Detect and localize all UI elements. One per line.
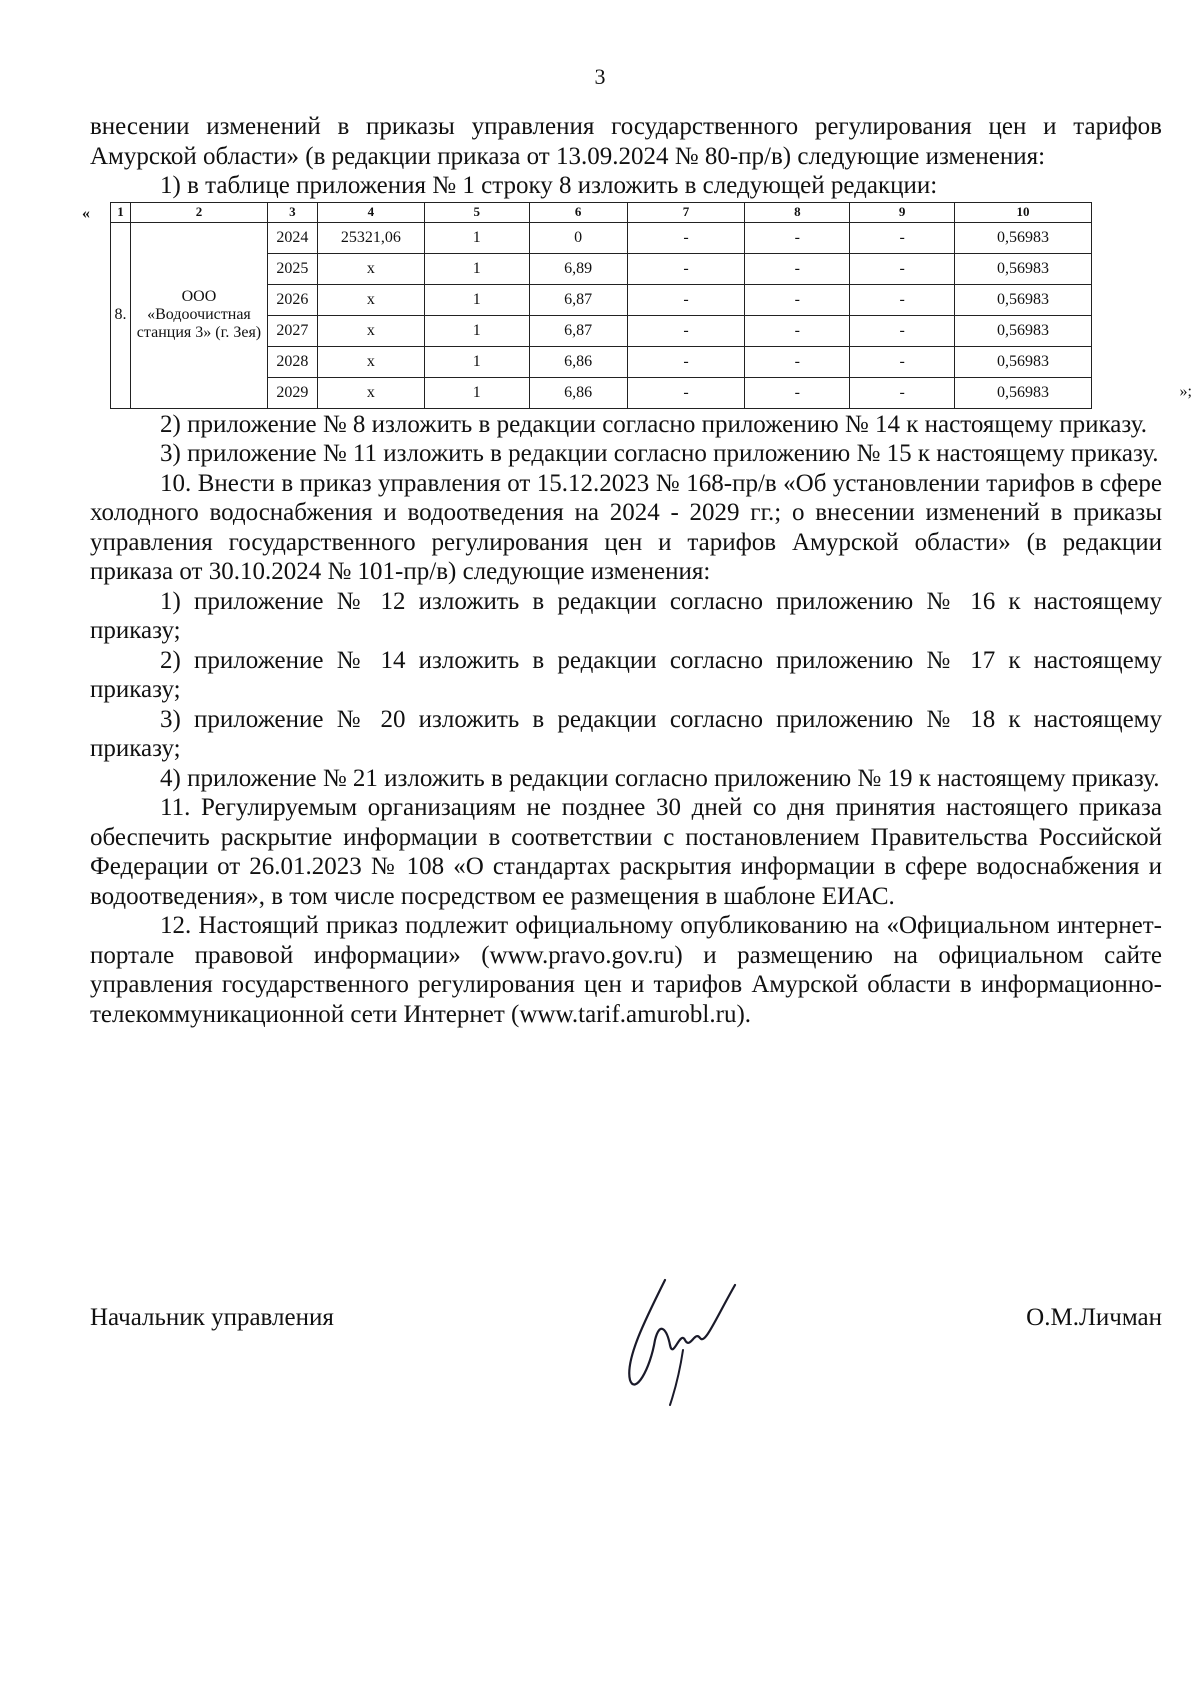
table-cell: -	[627, 222, 745, 253]
header-cell: 9	[850, 202, 955, 222]
table-cell: 1	[424, 377, 529, 408]
header-cell: 4	[317, 202, 424, 222]
header-cell: 6	[529, 202, 627, 222]
header-cell: 2	[130, 202, 267, 222]
table-cell: 25321,06	[317, 222, 424, 253]
year-cell: 2026	[267, 284, 317, 315]
table-cell: 6,86	[529, 346, 627, 377]
table-cell: -	[850, 346, 955, 377]
paragraph-10-item-1: 1) приложение № 12 изложить в редакции согласно приложению № 16 к настоящему приказу;	[90, 587, 1162, 644]
paragraph-11: 11. Регулируемым организациям не позднее 30 дней со дня принятия настоящего приказа обеспечить раскрытие информации в соответствии с постановлением Правительства Российской Федерации от 26.01.2023 № 108 «О стандартах раскрытия информации в сфере водоснабжения и водоотведения», в том числе посредством ее размещения в шаблоне ЕИАС.	[90, 794, 1162, 910]
table-cell: 1	[424, 253, 529, 284]
table-cell: х	[317, 253, 424, 284]
header-cell: 8	[745, 202, 850, 222]
table-cell: 1	[424, 315, 529, 346]
signatory-name: О.М.Личман	[1026, 1304, 1162, 1331]
intro-paragraph: внесении изменений в приказы управления государственного регулирования цен и тарифов Амурской области» (в редакции приказа от 13.09.2024 № 80-пр/в) следующие изменения:	[90, 113, 1162, 170]
paragraph-10-item-2: 2) приложение № 14 изложить в редакции согласно приложению № 17 к настоящему приказу;	[90, 646, 1162, 703]
table-cell: 0,56983	[955, 346, 1092, 377]
year-cell: 2028	[267, 346, 317, 377]
tariff-table	[110, 202, 1092, 409]
paragraph-12: 12. Настоящий приказ подлежит официальному опубликованию на «Официальном интернет-портале правовой информации» (www.pravo.gov.ru) и размещению на официальном сайте управления государственного регулирования цен и тарифов Амурской области в информационно-телекоммуникационной сети Интернет (www.tarif.amurobl.ru).	[90, 912, 1162, 1028]
document-body	[82, 112, 1192, 1029]
paragraph-10-item-4: 4) приложение № 21 изложить в редакции согласно приложению № 19 к настоящему приказу.	[160, 764, 1160, 792]
header-cell: 5	[424, 202, 529, 222]
item-2: 2) приложение № 8 изложить в редакции согласно приложению № 14 к настоящему приказу.	[160, 410, 1147, 438]
table-cell: -	[850, 222, 955, 253]
quote-close: »;	[1179, 383, 1192, 400]
table-cell: 1	[424, 284, 529, 315]
table-cell: 1	[424, 222, 529, 253]
table-cell: -	[745, 222, 850, 253]
table-cell: -	[850, 377, 955, 408]
organization-cell: ООО «Водоочистная станция 3» (г. Зея)	[130, 222, 267, 408]
table-cell: -	[627, 346, 745, 377]
table-cell: 6,87	[529, 284, 627, 315]
handwritten-signature	[605, 1260, 755, 1410]
item-3: 3) приложение № 11 изложить в редакции согласно приложению № 15 к настоящему приказу.	[160, 440, 1159, 467]
header-cell: 3	[267, 202, 317, 222]
table-cell: 0	[529, 222, 627, 253]
table-cell: -	[850, 253, 955, 284]
paragraph-10-item-3: 3) приложение № 20 изложить в редакции согласно приложению № 18 к настоящему приказу;	[90, 705, 1162, 762]
table-cell: 0,56983	[955, 222, 1092, 253]
table-cell: 0,56983	[955, 253, 1092, 284]
table-cell: -	[745, 377, 850, 408]
signatory-position: Начальник управления	[90, 1304, 334, 1331]
table-cell: -	[745, 284, 850, 315]
table-cell: 1	[424, 346, 529, 377]
table-cell: -	[627, 377, 745, 408]
tariff-table-block	[82, 202, 1192, 409]
year-cell: 2029	[267, 377, 317, 408]
table-cell: 0,56983	[955, 284, 1092, 315]
quote-open: «	[82, 204, 90, 222]
header-cell: 10	[955, 202, 1092, 222]
table-header-row	[111, 202, 1092, 222]
table-cell: х	[317, 315, 424, 346]
table-cell: 6,89	[529, 253, 627, 284]
table-cell: -	[850, 284, 955, 315]
table-cell: -	[745, 346, 850, 377]
table-cell: -	[627, 315, 745, 346]
table-cell: -	[745, 315, 850, 346]
signature-block	[90, 1295, 1162, 1455]
year-cell: 2025	[267, 253, 317, 284]
table-cell: -	[627, 284, 745, 315]
page-number: 3	[594, 64, 606, 89]
table-cell: 0,56983	[955, 315, 1092, 346]
table-cell: 0,56983	[955, 377, 1092, 408]
year-cell: 2027	[267, 315, 317, 346]
table-cell: х	[317, 346, 424, 377]
header-cell: 1	[111, 202, 131, 222]
row-number-cell: 8.	[111, 222, 131, 408]
table-row	[111, 222, 1092, 253]
table-cell: -	[850, 315, 955, 346]
item-1: 1) в таблице приложения № 1 строку 8 изложить в следующей редакции:	[160, 172, 938, 199]
table-cell: -	[627, 253, 745, 284]
paragraph-10: 10. Внести в приказ управления от 15.12.2023 № 168-пр/в «Об установлении тарифов в сфере холодного водоснабжения и водоотведения на 2024 - 2029 гг.; о внесении изменений в приказы управления государственного регулирования цен и тарифов Амурской области» (в редакции приказа от 30.10.2024 № 101-пр/в) следующие изменения:	[90, 469, 1162, 585]
table-cell: 6,87	[529, 315, 627, 346]
table-cell: -	[745, 253, 850, 284]
table-cell: 6,86	[529, 377, 627, 408]
year-cell: 2024	[267, 222, 317, 253]
header-cell: 7	[627, 202, 745, 222]
table-cell: х	[317, 284, 424, 315]
table-cell: х	[317, 377, 424, 408]
